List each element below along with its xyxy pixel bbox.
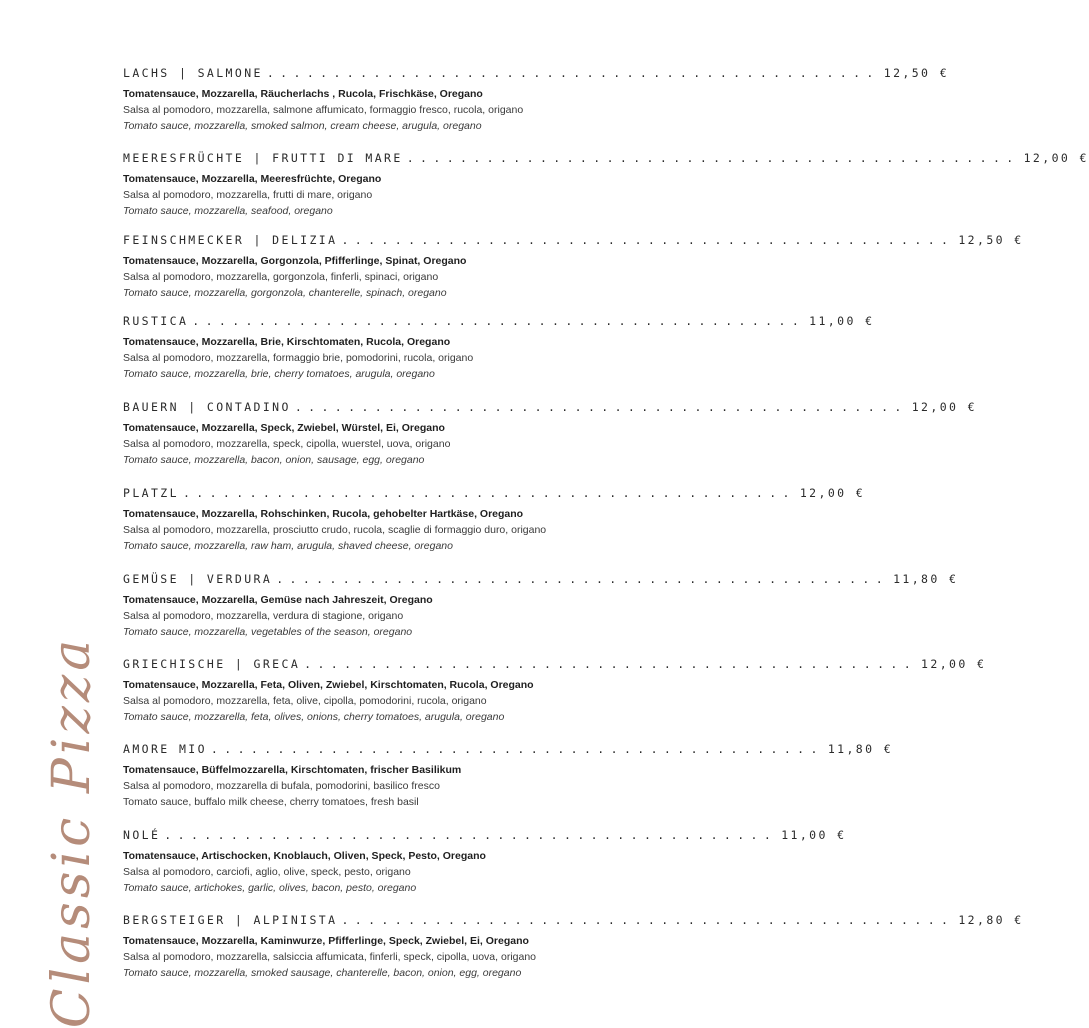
- item-desc-german: Tomatensauce, Mozzarella, Kaminwurze, Pfifferlinge, Speck, Zwiebel, Ei, Oregano: [123, 935, 529, 947]
- leader-dots: ..............................................: [182, 486, 796, 500]
- item-desc-german: Tomatensauce, Mozzarella, Brie, Kirschtomaten, Rucola, Oregano: [123, 336, 451, 348]
- item-desc-italian: Salsa al pomodoro, mozzarella, frutti di mare, origano: [123, 189, 373, 201]
- leader-dots: ..............................................: [304, 657, 918, 671]
- item-name: RUSTICA: [123, 314, 189, 328]
- leader-dots: ..............................................: [192, 314, 806, 328]
- item-name: PLATZL: [123, 486, 179, 500]
- item-desc-italian: Salsa al pomodoro, mozzarella, verdura di stagione, origano: [123, 610, 404, 622]
- item-desc-english: Tomato sauce, mozzarella, seafood, oregano: [123, 205, 333, 217]
- item-desc-english: Tomato sauce, mozzarella, gorgonzola, chanterelle, spinach, oregano: [123, 287, 447, 299]
- item-desc-english: Tomato sauce, mozzarella, smoked salmon, cream cheese, arugula, oregano: [123, 120, 482, 132]
- item-desc-italian: Salsa al pomodoro, mozzarella, prosciutto crudo, rucola, scaglie di formaggio duro, origano: [123, 524, 547, 536]
- item-desc-english: Tomato sauce, mozzarella, smoked sausage, chanterelle, bacon, onion, egg, oregano: [123, 967, 522, 979]
- menu-item: [123, 66, 950, 134]
- item-price: 12,80 €: [958, 913, 1024, 927]
- item-name: LACHS | SALMONE: [123, 66, 263, 80]
- menu-item: [123, 486, 866, 554]
- item-desc-english: Tomato sauce, mozzarella, brie, cherry tomatoes, arugula, oregano: [123, 368, 435, 380]
- leader-dots: ..............................................: [276, 572, 890, 586]
- item-desc-english: Tomato sauce, mozzarella, bacon, onion, sausage, egg, oregano: [123, 454, 425, 466]
- item-name: GEMÜSE | VERDURA: [123, 572, 273, 586]
- item-desc-italian: Salsa al pomodoro, mozzarella, feta, olive, cipolla, pomodorini, rucola, origano: [123, 695, 487, 707]
- item-price: 11,80 €: [893, 572, 959, 586]
- item-desc-italian: Salsa al pomodoro, mozzarella, salmone affumicato, formaggio fresco, rucola, origano: [123, 104, 524, 116]
- item-name: MEERESFRÜCHTE | FRUTTI DI MARE: [123, 151, 403, 165]
- item-price: 12,50 €: [883, 66, 950, 80]
- item-desc-english: Tomato sauce, mozzarella, feta, olives, onions, cherry tomatoes, arugula, oregano: [123, 711, 505, 723]
- item-desc-german: Tomatensauce, Artischocken, Knoblauch, Oliven, Speck, Pesto, Oregano: [123, 850, 486, 862]
- menu-item: [123, 314, 875, 382]
- item-desc-german: Tomatensauce, Mozzarella, Gemüse nach Jahreszeit, Oregano: [123, 594, 433, 606]
- menu-item: [123, 400, 977, 468]
- item-desc-german: Tomatensauce, Mozzarella, Gorgonzola, Pfifferlinge, Spinat, Oregano: [123, 255, 467, 267]
- item-price: 11,00 €: [781, 828, 847, 842]
- item-price: 12,00 €: [921, 657, 987, 671]
- item-price: 11,80 €: [827, 742, 894, 756]
- item-desc-italian: Salsa al pomodoro, mozzarella, formaggio brie, pomodorini, rucola, origano: [123, 352, 474, 364]
- item-desc-italian: Salsa al pomodoro, mozzarella, gorgonzola, finferli, spinaci, origano: [123, 271, 439, 283]
- item-name: BERGSTEIGER | ALPINISTA: [123, 913, 338, 927]
- item-price: 12,00 €: [911, 400, 977, 414]
- item-desc-german: Tomatensauce, Mozzarella, Rohschinken, Rucola, gehobelter Hartkäse, Oregano: [123, 508, 524, 520]
- item-price: 11,00 €: [809, 314, 875, 328]
- leader-dots: ..............................................: [341, 913, 955, 927]
- item-desc-english: Tomato sauce, buffalo milk cheese, cherry tomatoes, fresh basil: [123, 796, 419, 808]
- menu-item: [123, 742, 894, 810]
- item-desc-german: Tomatensauce, Büffelmozzarella, Kirschtomaten, frischer Basilikum: [123, 764, 462, 776]
- item-desc-italian: Salsa al pomodoro, mozzarella di bufala, pomodorini, basilico fresco: [123, 780, 440, 792]
- item-price: 12,00 €: [799, 486, 866, 500]
- menu-item: [123, 913, 1024, 981]
- menu-item: [123, 233, 1024, 301]
- item-name: BAUERN | CONTADINO: [123, 400, 291, 414]
- item-desc-english: Tomato sauce, mozzarella, vegetables of the season, oregano: [123, 626, 413, 638]
- item-name: AMORE MIO: [123, 742, 207, 756]
- item-desc-german: Tomatensauce, Mozzarella, Speck, Zwiebel, Würstel, Ei, Oregano: [123, 422, 445, 434]
- leader-dots: ..............................................: [164, 828, 778, 842]
- item-desc-italian: Salsa al pomodoro, carciofi, aglio, olive, speck, pesto, origano: [123, 866, 411, 878]
- item-desc-english: Tomato sauce, artichokes, garlic, olives, bacon, pesto, oregano: [123, 882, 417, 894]
- item-name: GRIECHISCHE | GRECA: [123, 657, 301, 671]
- item-price: 12,50 €: [958, 233, 1024, 247]
- leader-dots: ..............................................: [341, 233, 955, 247]
- item-name: NOLÉ: [123, 828, 161, 842]
- item-desc-italian: Salsa al pomodoro, mozzarella, salsiccia affumicata, finferli, speck, cipolla, uova, origano: [123, 951, 537, 963]
- menu-item: [123, 828, 847, 896]
- leader-dots: ..............................................: [210, 742, 824, 756]
- item-name: FEINSCHMECKER | DELIZIA: [123, 233, 338, 247]
- leader-dots: ..............................................: [294, 400, 908, 414]
- item-desc-english: Tomato sauce, mozzarella, raw ham, arugula, shaved cheese, oregano: [123, 540, 453, 552]
- leader-dots: ..............................................: [406, 151, 1020, 165]
- side-title: Classic Pizza: [42, 635, 102, 1028]
- item-desc-german: Tomatensauce, Mozzarella, Meeresfrüchte, Oregano: [123, 173, 382, 185]
- item-desc-italian: Salsa al pomodoro, mozzarella, speck, cipolla, wuerstel, uova, origano: [123, 438, 451, 450]
- menu-item: [123, 657, 987, 725]
- menu-item: [123, 151, 1089, 219]
- item-desc-german: Tomatensauce, Mozzarella, Räucherlachs , Rucola, Frischkäse, Oregano: [123, 88, 483, 100]
- leader-dots: ..............................................: [266, 66, 880, 80]
- item-price: 12,00 €: [1023, 151, 1089, 165]
- item-desc-german: Tomatensauce, Mozzarella, Feta, Oliven, Zwiebel, Kirschtomaten, Rucola, Oregano: [123, 679, 534, 691]
- menu-item: [123, 572, 959, 640]
